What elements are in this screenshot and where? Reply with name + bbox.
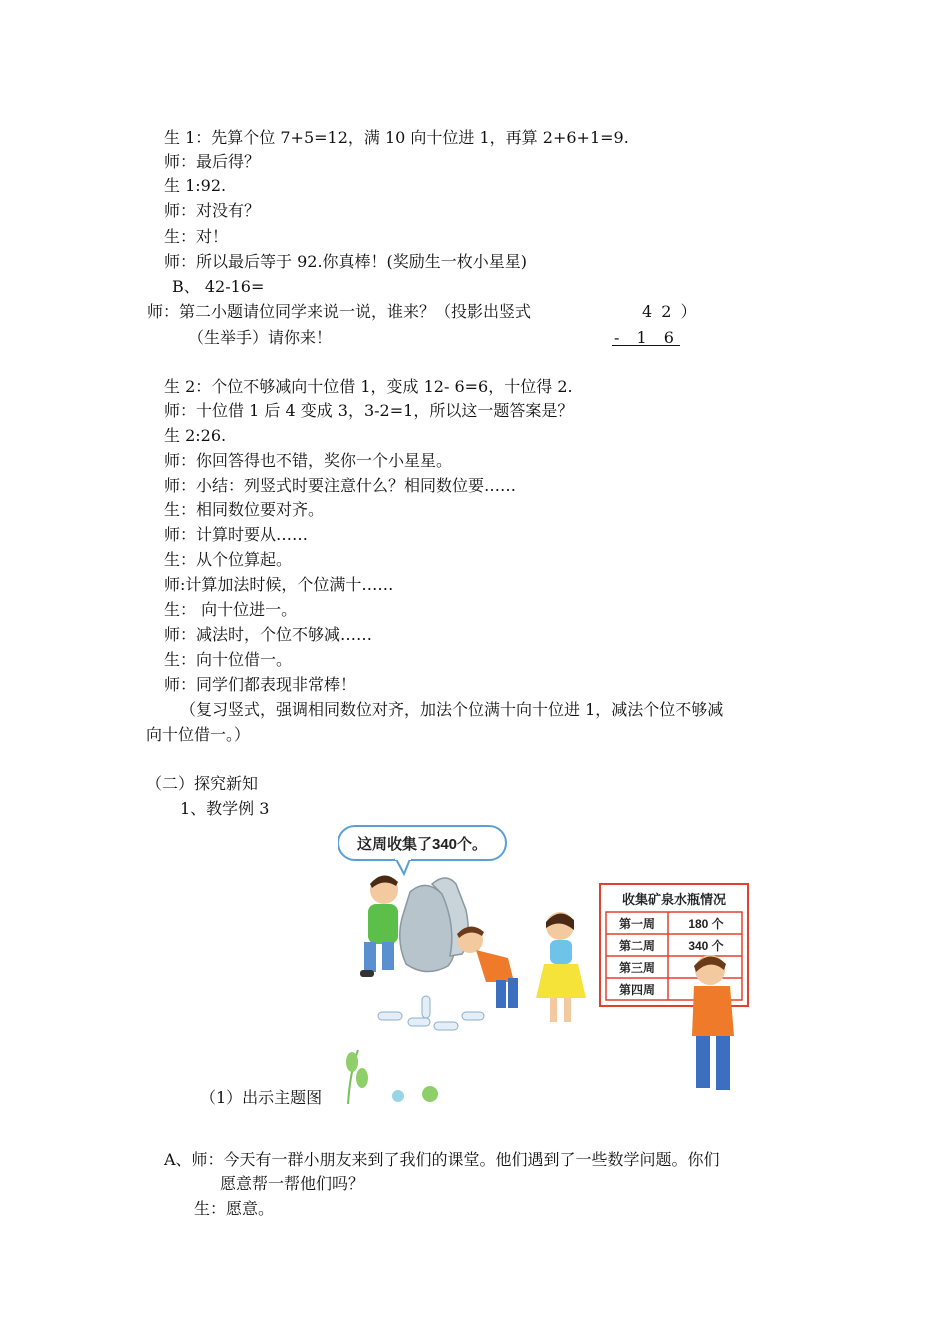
text-line: 师:计算加法时候，个位满十…… — [164, 575, 394, 594]
table-week: 第三周 — [618, 961, 656, 975]
text-line: 师：计算时要从…… — [164, 525, 309, 544]
example-heading: 1、教学例 3 — [180, 799, 270, 818]
text-line: 生：从个位算起。 — [164, 550, 293, 569]
text-line: 生： 向十位进一。 — [164, 600, 298, 619]
text-line: 愿意帮一帮他们吗？ — [220, 1174, 365, 1193]
text-line: 师：十位借 1 后 4 变成 3，3-2=1，所以这一题答案是？ — [164, 401, 574, 420]
figure-caption: （1）出示主题图 — [200, 1088, 323, 1107]
table-count: 340 个 — [688, 939, 724, 953]
section-heading: （二）探究新知 — [146, 774, 259, 793]
speech-bubble — [338, 826, 506, 874]
speech-text: 这周收集了340个。 — [356, 836, 488, 853]
text-line: 生：向十位借一。 — [164, 650, 293, 669]
text-line: （复习竖式，强调相同数位对齐，加法个位满十向十位进 1，减法个位不够减 — [180, 700, 724, 719]
text-line: 师：最后得？ — [164, 152, 261, 171]
text-line: （生举手）请你来！ — [188, 328, 333, 347]
boy-bending — [457, 926, 518, 1008]
text-line: 生 1:92. — [164, 176, 227, 195]
text-line: 师：减法时，个位不够减…… — [164, 625, 373, 644]
table-week: 第一周 — [618, 917, 656, 931]
table-week: 第二周 — [618, 939, 656, 953]
vertical-rule — [612, 345, 680, 346]
bottles — [378, 996, 484, 1030]
text-line: B、 42-16= — [172, 277, 265, 296]
text-line: 生 2：个位不够减向十位借 1，变成 12- 6=6，十位得 2. — [164, 377, 573, 396]
text-line: 生：愿意。 — [194, 1199, 275, 1218]
text-line: 师：小结：列竖式时要注意什么？相同数位要…… — [164, 476, 517, 495]
theme-illustration — [338, 822, 752, 1104]
text-line: 生：对！ — [164, 227, 229, 246]
text-line: 师：同学们都表现非常棒！ — [164, 675, 357, 694]
text-line: 生 1：先算个位 7+5=12，满 10 向十位进 1，再算 2+6+1=9. — [164, 128, 629, 147]
text-line: 师：第二小题请位同学来说一说，谁来？（投影出竖式 — [147, 302, 532, 321]
table-count: 180 个 — [688, 917, 724, 931]
text-line: 师：对没有？ — [164, 201, 261, 220]
text-line: A、师：今天有一群小朋友来到了我们的课堂。他们遇到了一些数学问题。你们 — [164, 1150, 720, 1169]
text-line: 生：相同数位要对齐。 — [164, 500, 325, 519]
vertical-bottom: - 1 6 — [614, 328, 680, 347]
plants — [346, 1050, 438, 1104]
text-line: 向十位借一。） — [146, 725, 251, 744]
boy-with-bags — [360, 875, 468, 977]
girl — [536, 912, 586, 1022]
text-line: 师：所以最后等于 92.你真棒！(奖励生一枚小星星) — [164, 252, 528, 271]
table-week: 第四周 — [618, 983, 656, 997]
vertical-top: 4 2 ） — [642, 302, 699, 321]
table-title: 收集矿泉水瓶情况 — [621, 892, 727, 907]
text-line: 师：你回答得也不错，奖你一个小星星。 — [164, 451, 453, 470]
text-line: 生 2:26. — [164, 426, 227, 445]
